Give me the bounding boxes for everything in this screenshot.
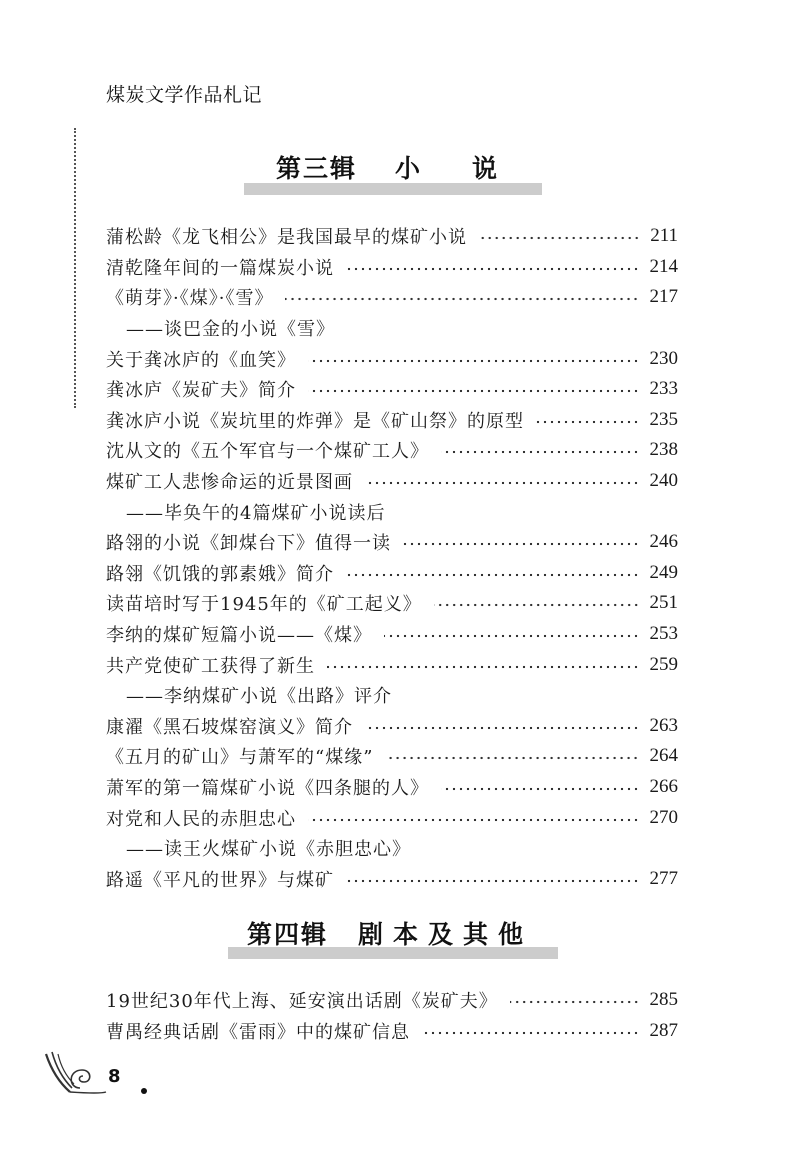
section-heading-3 [0,145,800,205]
toc-entry-page: 253 [649,623,678,645]
toc-entry [106,863,678,894]
toc-entry [106,527,678,558]
dot-leader [285,297,639,301]
section-heading-4 [0,915,800,975]
toc-entry-title: 清乾隆年间的一篇煤炭小说 [106,257,334,279]
toc-subtitle [106,496,678,527]
toc-entry-page: 287 [649,1019,678,1041]
toc-entry [106,405,678,436]
toc-entry-title: 曹禺经典话剧《雷雨》中的煤矿信息 [106,1021,410,1043]
toc-entry [106,466,678,497]
toc-entry [106,221,678,252]
toc-entry [106,343,678,374]
toc-entry-title: 沈从文的《五个军官与一个煤矿工人》 [106,441,429,463]
dot-leader [536,420,640,424]
toc-entry-title: 《萌芽》·《煤》·《雪》 [106,288,274,310]
toc-entry-title: 龚冰庐小说《炭坑里的炸弹》是《矿山祭》的原型 [106,410,524,432]
toc-entry-title: 蒲松龄《龙飞相公》是我国最早的煤矿小说 [106,227,467,249]
toc-entry [106,802,678,833]
toc-entry-page: 251 [649,592,678,614]
section-title-part2: 小说 [395,154,550,183]
section-title [276,149,549,185]
toc-entry-title: 读苗培时写于1945年的《矿工起义》 [106,594,422,616]
toc-entry-page: 285 [649,989,678,1011]
toc-entry [106,252,678,283]
toc-entry-title: 龚冰庐《炭矿夫》简介 [106,380,296,402]
toc-entry-page: 240 [649,470,678,492]
toc-entry [106,711,678,742]
toc-list-section-3 [106,221,678,894]
section-title-part1: 第四辑 [247,920,329,949]
toc-entry [106,649,678,680]
dot-leader [385,756,639,760]
toc-entry [106,772,678,803]
toc-entry-title: 共产党使矿工获得了新生 [106,655,315,677]
page-number: 8 [108,1066,121,1087]
toc-entry [106,435,678,466]
toc-entry-title: 萧军的第一篇煤矿小说《四条腿的人》 [106,777,429,799]
toc-entry-page: 211 [650,225,678,247]
dot-leader [365,726,640,730]
dot-leader [308,818,640,822]
toc-entry-title: ——李纳煤矿小说《出路》评介 [126,686,392,708]
toc-entry-page: 235 [649,408,678,430]
running-head: 煤炭文学作品札记 [106,84,263,106]
toc-entry-page: 249 [649,561,678,583]
toc-entry-page: 230 [649,347,678,369]
dot-leader [403,542,640,546]
toc-entry-title: 路翎《饥饿的郭素娥》简介 [106,563,334,585]
toc-entry-title: 李纳的煤矿短篇小说——《煤》 [106,625,372,647]
dot-leader [308,389,640,393]
toc-entry-title: ——读王火煤矿小说《赤胆忠心》 [126,839,411,861]
toc-entry-title: ——毕奂午的4篇煤矿小说读后 [126,502,386,524]
dot-leader [308,359,640,363]
toc-entry-page: 246 [649,531,678,553]
toc-entry-page: 270 [649,806,678,828]
toc-entry-page: 266 [649,775,678,797]
toc-entry-page: 238 [649,439,678,461]
dot-leader [346,879,640,883]
dot-leader [434,603,640,607]
toc-list-section-4 [106,985,678,1046]
toc-entry-page: 214 [649,255,678,277]
toc-entry [106,588,678,619]
toc-entry-title: ——谈巴金的小说《雪》 [126,319,335,341]
dot-leader [422,1031,640,1035]
dot-leader [346,267,640,271]
section-title-part1: 第三辑 [276,154,358,183]
toc-entry-title: 煤矿工人悲惨命运的近景图画 [106,472,353,494]
ornament-dot [141,1088,147,1094]
toc-entry-title: 19世纪30年代上海、延安演出话剧《炭矿夫》 [106,991,498,1013]
dot-leader [384,634,640,638]
toc-entry-title: 对党和人民的赤胆忠心 [106,808,296,830]
dot-leader [510,1000,640,1004]
section-title [247,915,533,951]
toc-entry-page: 217 [649,286,678,308]
dot-leader [479,236,640,240]
toc-entry-page: 259 [649,653,678,675]
toc-entry-title: 《五月的矿山》与萧军的“煤缘” [106,747,374,769]
toc-entry-title: 康濯《黑石坡煤窑演义》简介 [106,716,353,738]
toc-entry [106,374,678,405]
toc-entry [106,619,678,650]
toc-entry-page: 263 [649,714,678,736]
toc-entry-page: 233 [649,378,678,400]
toc-subtitle [106,313,678,344]
dot-leader [365,481,640,485]
toc-entry [106,558,678,589]
dot-leader [441,450,640,454]
swirl-ornament-icon [40,1048,110,1098]
toc-entry [106,282,678,313]
dot-leader [441,787,640,791]
toc-subtitle [106,680,678,711]
toc-entry-title: 路遥《平凡的世界》与煤矿 [106,869,334,891]
toc-entry [106,1016,678,1047]
toc-entry-page: 277 [649,867,678,889]
toc-entry [106,741,678,772]
toc-entry-title: 关于龚冰庐的《血笑》 [106,349,296,371]
section-title-part2: 剧本及其他 [358,920,534,949]
toc-entry-title: 路翎的小说《卸煤台下》值得一读 [106,533,391,555]
dot-leader [346,573,640,577]
toc-subtitle [106,833,678,864]
toc-entry-page: 264 [649,745,678,767]
toc-entry [106,985,678,1016]
dot-leader [327,665,640,669]
